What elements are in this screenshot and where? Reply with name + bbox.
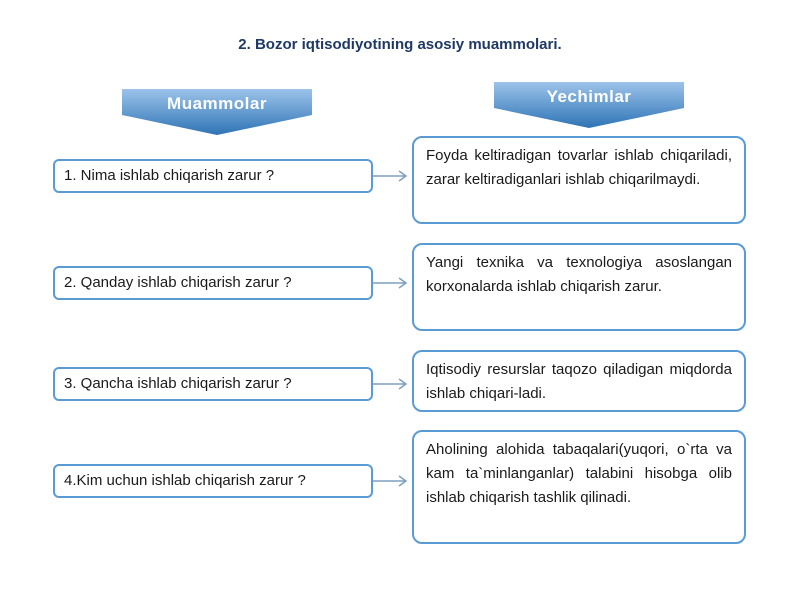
problems-header-label: Muammolar — [167, 94, 267, 113]
solution-box-3: Iqtisodiy resurslar taqozo qiladigan miqdorda ishlab chiqari-ladi. — [412, 350, 746, 412]
solutions-header-label: Yechimlar — [546, 87, 632, 106]
arrow-row-1 — [373, 171, 406, 181]
arrow-row-4 — [373, 476, 406, 486]
page-title: 2. Bozor iqtisodiyotining asosiy muammolari. — [238, 36, 562, 53]
solution-box-1: Foyda keltiradigan tovarlar ishlab chiqariladi, zarar keltiradiganlari ishlab chiqarilmaydi. — [412, 136, 746, 224]
solution-box-2: Yangi texnika va texnologiya asoslangan korxonalarda ishlab chiqarish zarur. — [412, 243, 746, 331]
arrow-row-2 — [373, 278, 406, 288]
problem-box-1: 1. Nima ishlab chiqarish zarur ? — [53, 159, 373, 193]
problem-box-3: 3. Qancha ishlab chiqarish zarur ? — [53, 367, 373, 401]
problem-box-4: 4.Kim uchun ishlab chiqarish zarur ? — [53, 464, 373, 498]
problem-box-2: 2. Qanday ishlab chiqarish zarur ? — [53, 266, 373, 300]
solution-box-4: Aholining alohida tabaqalari(yuqori, o`rta va kam ta`minlanganlar) talabini hisobga olib ishlab chiqarish tashlik qilinadi. — [412, 430, 746, 544]
arrow-row-3 — [373, 379, 406, 389]
